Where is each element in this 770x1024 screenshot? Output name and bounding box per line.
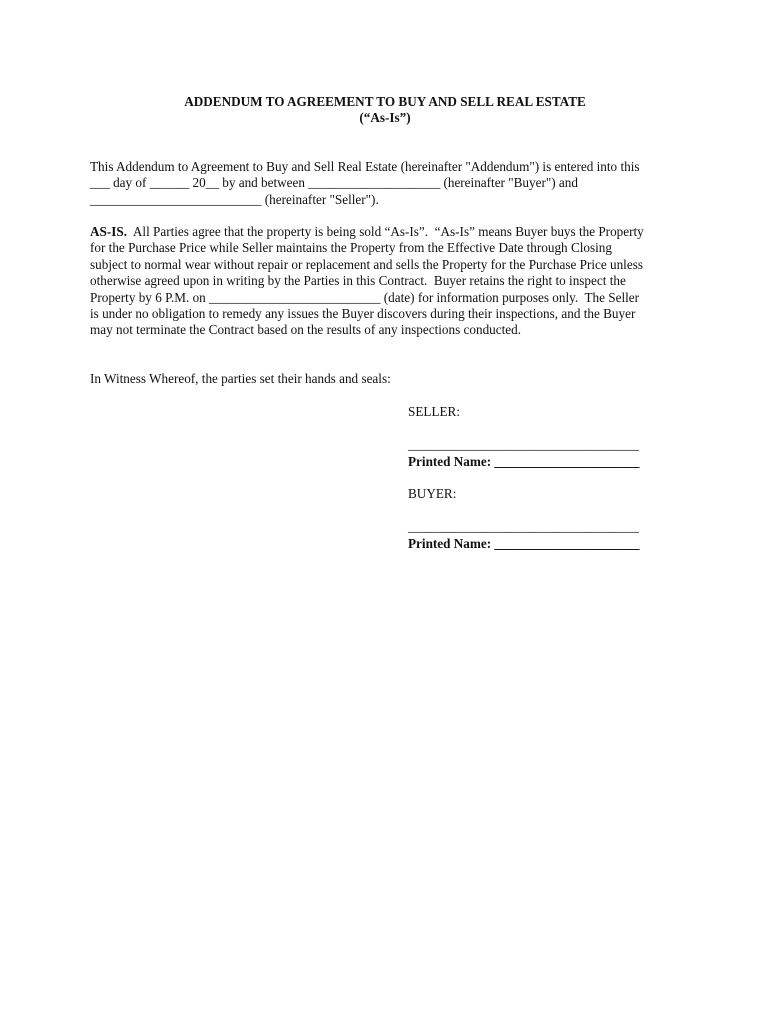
buyer-label: BUYER:	[408, 486, 457, 501]
intro-line: ___ day of ______ 20__ by and between ____________________ (hereinafter "Buyer") and	[90, 175, 578, 191]
intro-line: __________________________ (hereinafter "Seller").	[90, 191, 379, 207]
asis-heading: AS-IS.	[90, 224, 128, 239]
asis-first-line	[90, 224, 690, 240]
asis-line: for the Purchase Price while Seller maintains the Property from the Effective Date through Closing	[90, 240, 612, 256]
seller-signature-line[interactable]: ___________________________________	[408, 437, 639, 452]
document-title: ADDENDUM TO AGREEMENT TO BUY AND SELL REAL ESTATE	[184, 94, 586, 109]
asis-line: is under no obligation to remedy any issues the Buyer discovers during their inspections, and the Buyer	[90, 306, 636, 322]
intro-paragraph	[90, 159, 690, 208]
asis-line: Property by 6 P.M. on __________________________ (date) for information purposes only. The Seller	[90, 289, 640, 305]
asis-paragraph	[90, 224, 690, 339]
asis-line: All Parties agree that the property is being sold “As-Is”. “As-Is” means Buyer buys the Property	[127, 224, 644, 239]
buyer-signature-line[interactable]: ___________________________________	[408, 519, 639, 534]
witness-text: In Witness Whereof, the parties set their hands and seals:	[90, 371, 391, 386]
seller-printed-name[interactable]: Printed Name: ______________________	[408, 454, 640, 469]
asis-line: subject to normal wear without repair or replacement and sells the Property for the Purchase Price unless	[90, 256, 643, 272]
asis-line: may not terminate the Contract based on the results of any inspections conducted.	[90, 322, 522, 338]
intro-line: This Addendum to Agreement to Buy and Sell Real Estate (hereinafter "Addendum") is entered into this	[90, 159, 640, 174]
title-block	[0, 94, 770, 126]
document-subtitle: (“As-Is”)	[359, 110, 411, 125]
buyer-printed-name[interactable]: Printed Name: ______________________	[408, 536, 640, 551]
asis-line: otherwise agreed upon in writing by the Parties in this Contract. Buyer retains the right to inspect the	[90, 273, 626, 289]
seller-label: SELLER:	[408, 404, 461, 419]
